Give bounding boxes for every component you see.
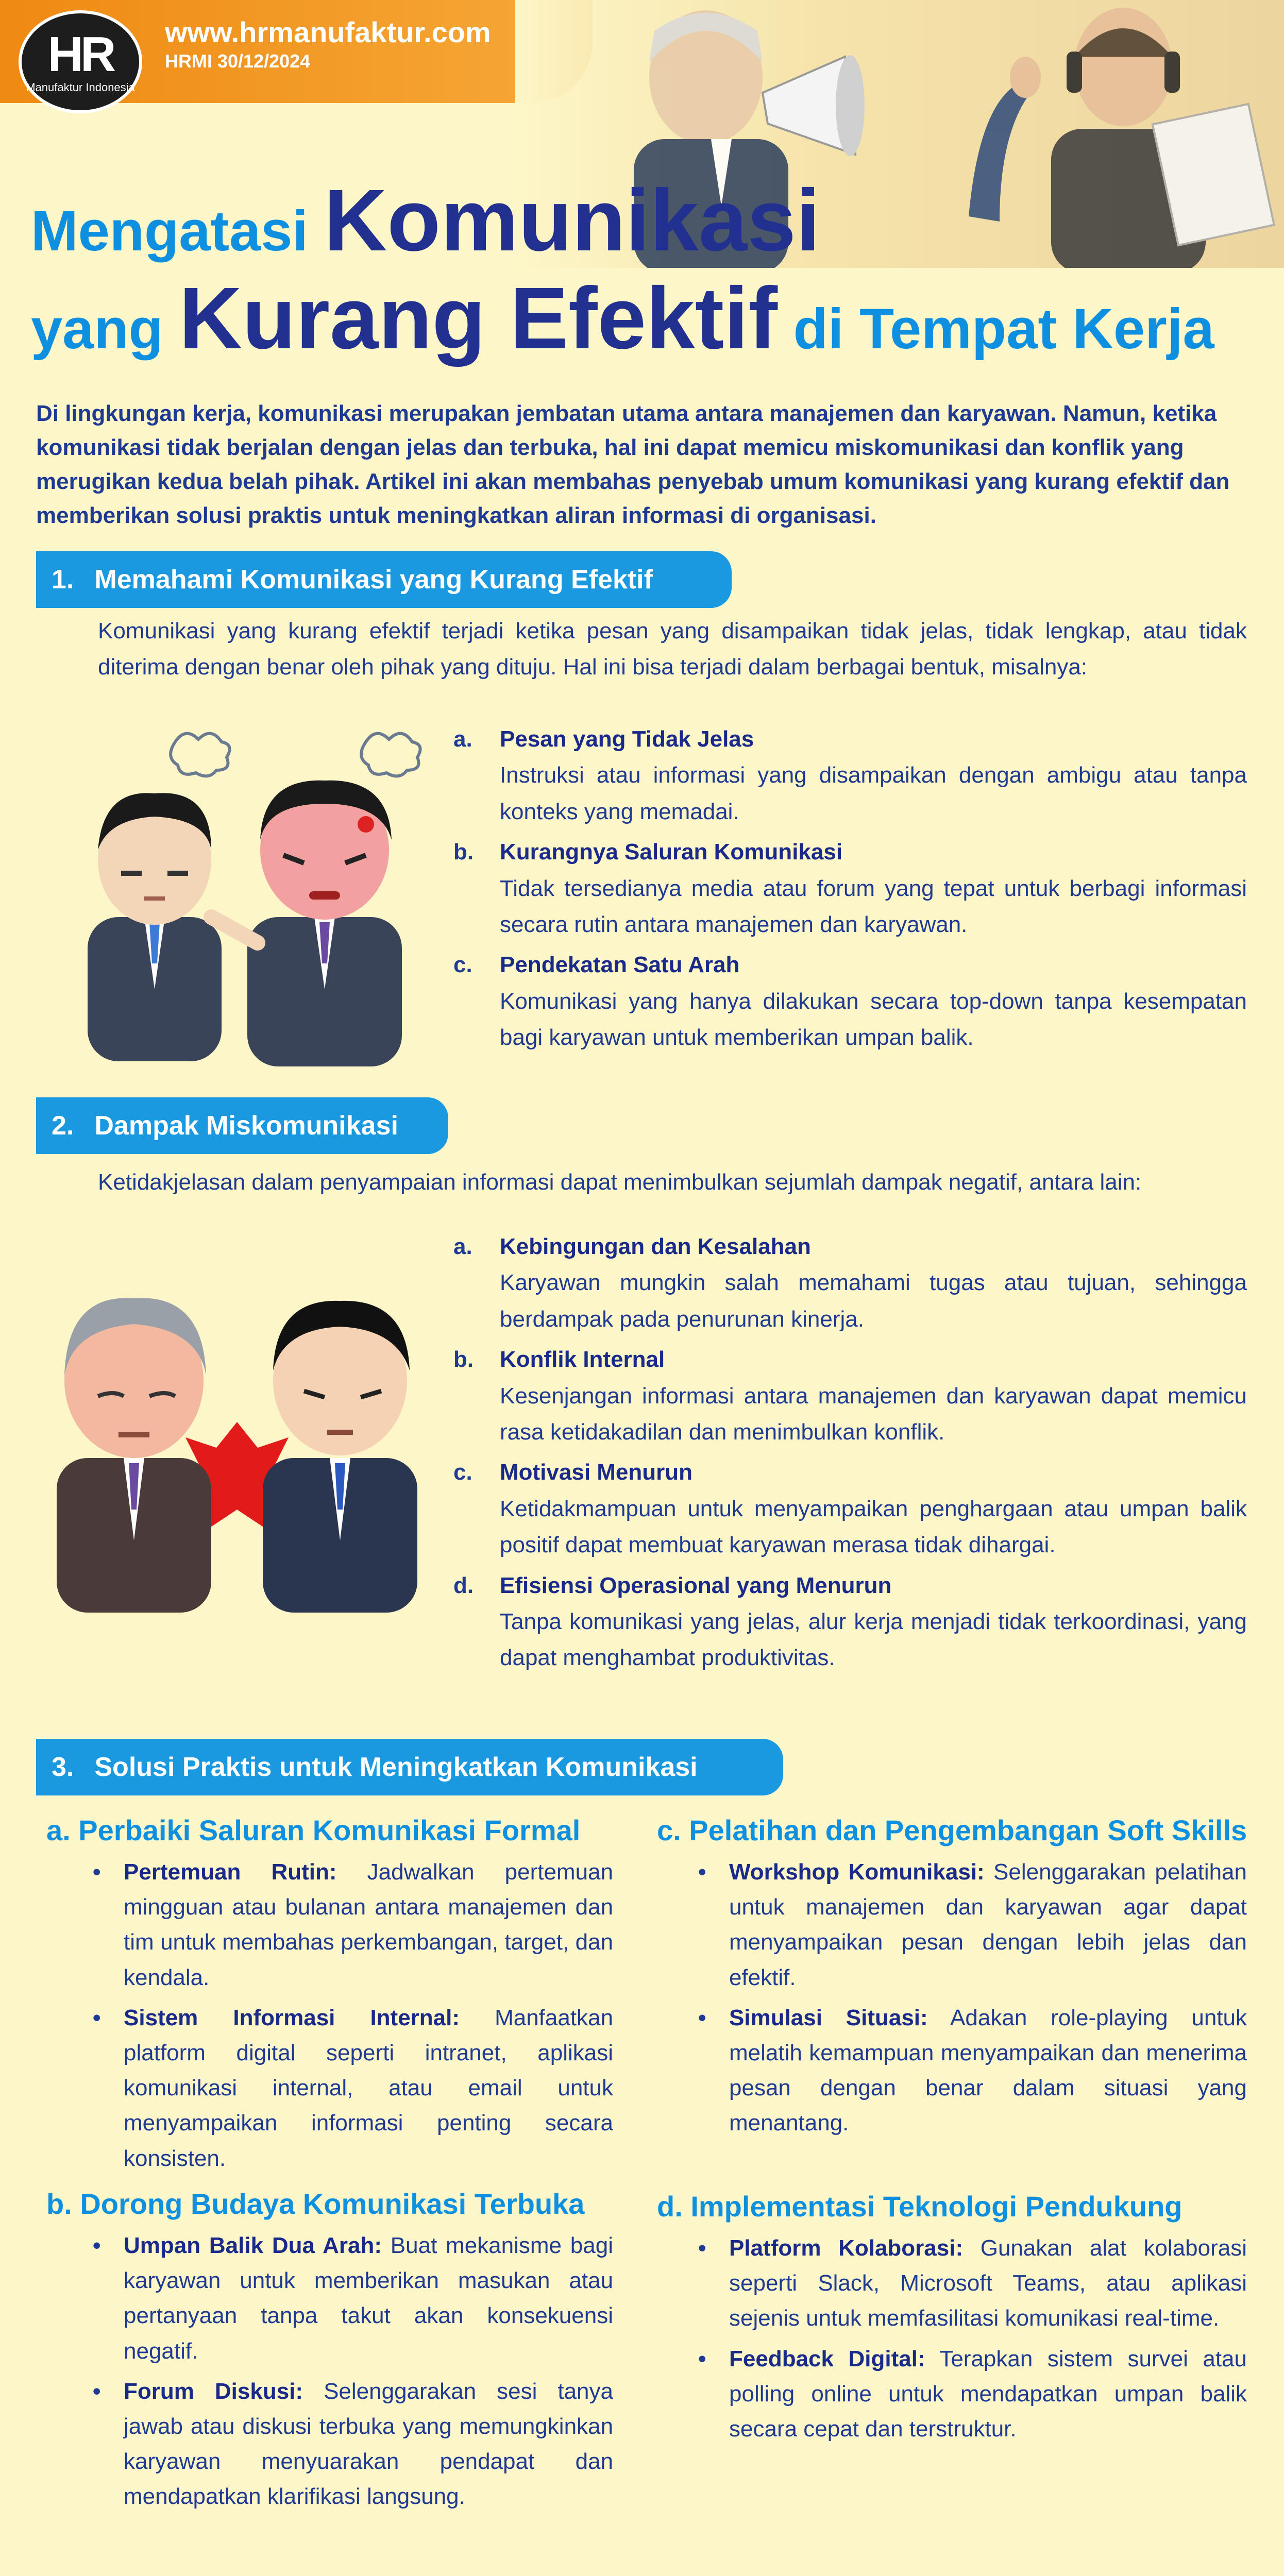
list-item-title: Konflik Internal [500, 1347, 665, 1372]
bullet-title: Forum Diskusi: [124, 2378, 303, 2404]
bullet-item [698, 2342, 1247, 2447]
bullet-text: Terapkan sistem survei atau polling online untuk mendapatkan umpan balik secara cepat dan terstruktur. [729, 2346, 1247, 2442]
section-2-list [453, 1229, 1247, 1681]
bullet-item [698, 2231, 1247, 2336]
section-3-number: 3. [52, 1752, 74, 1782]
section-3-title: Solusi Praktis untuk Meningkatkan Komunikasi [94, 1752, 698, 1782]
bullet-item [93, 1855, 613, 1995]
logo-subtitle: Manufaktur Indonesia [26, 80, 135, 94]
list-item-description: Komunikasi yang hanya dilakukan secara top-down tanpa kesempatan bagi karyawan untuk memberikan umpan balik. [500, 988, 1247, 1050]
bullet-title: Simulasi Situasi: [729, 2005, 928, 2030]
list-item [453, 1342, 1247, 1450]
section-1-title: Memahami Komunikasi yang Kurang Efektif [94, 565, 653, 595]
list-item [453, 834, 1247, 943]
logo-mark: HR [47, 26, 113, 82]
subsection-3c-heading: c. Pelatihan dan Pengembangan Soft Skills [657, 1814, 1247, 1846]
section-3-header [36, 1739, 783, 1795]
list-item [453, 1568, 1247, 1676]
bullet-text: Selenggarakan sesi tanya jawab atau diskusi terbuka yang memungkinkan karyawan menyuarakan pendapat dan mendapatkan klarifikasi langsung. [124, 2378, 613, 2510]
bullet-icon: • [698, 2235, 706, 2261]
title-kurang-efektif: Kurang Efektif [179, 269, 778, 367]
section-2-title: Dampak Miskomunikasi [94, 1111, 398, 1141]
publish-date: HRMI 30/12/2024 [165, 50, 311, 72]
site-url[interactable]: www.hrmanufaktur.com [165, 16, 491, 48]
list-item-title: Kurangnya Saluran Komunikasi [500, 839, 843, 865]
list-letter: b. [453, 839, 474, 865]
bullet-title: Platform Kolaborasi: [729, 2235, 964, 2261]
bullet-icon: • [93, 2005, 101, 2030]
subsection-3b-heading: b. Dorong Budaya Komunikasi Terbuka [46, 2188, 585, 2220]
section-2-header [36, 1097, 448, 1154]
list-item-description: Tanpa komunikasi yang jelas, alur kerja menjadi tidak terkoordinasi, yang dapat menghambat produktivitas. [500, 1608, 1247, 1671]
list-letter: d. [453, 1572, 474, 1598]
list-item-title: Motivasi Menurun [500, 1460, 693, 1485]
bullet-text: Jadwalkan pertemuan mingguan atau bulanan antara manajemen dan tim untuk membahas perkembangan, target, dan kendala. [124, 1859, 613, 1990]
section-2-paragraph: Ketidakjelasan dalam penyampaian informasi dapat menimbulkan sejumlah dampak negatif, antara lain: [98, 1170, 1142, 1195]
bullet-text: Selenggarakan pelatihan untuk manajemen dan karyawan agar dapat menyampaikan pesan dengan lebih jelas dan efektif. [729, 1859, 1247, 1990]
megaphone-icon [763, 55, 865, 156]
list-item-title: Pesan yang Tidak Jelas [500, 726, 754, 752]
list-item [453, 721, 1247, 830]
list-letter: c. [453, 952, 472, 978]
bullet-icon: • [698, 2005, 706, 2030]
bullet-item [93, 2001, 613, 2176]
bullet-text: Manfaatkan platform digital seperti intranet, aplikasi komunikasi internal, atau email untuk menyampaikan informasi penting secara konsisten. [124, 2005, 613, 2171]
bullet-text: Adakan role-playing untuk melatih kemampuan menyampaikan dan menerima pesan dengan benar dalam situasi yang menantang. [729, 2005, 1247, 2136]
subsection-3a-list [93, 1855, 613, 2181]
title-komunikasi: Komunikasi [324, 172, 821, 269]
title-mengatasi: Mengatasi [31, 199, 308, 263]
list-item [453, 947, 1247, 1056]
bullet-icon: • [698, 1859, 706, 1885]
section-1-header [36, 551, 732, 608]
bullet-icon: • [93, 2378, 101, 2404]
subsection-3c-list [698, 1855, 1247, 2146]
list-letter: a. [453, 1234, 472, 1259]
list-item-description: Instruksi atau informasi yang disampaikan dengan ambigu atau tanpa konteks yang memadai. [500, 762, 1247, 824]
list-item-description: Karyawan mungkin salah memahami tugas atau tujuan, sehingga berdampak pada penurunan kinerja. [500, 1270, 1247, 1332]
title-tempat-kerja: di Tempat Kerja [793, 297, 1214, 361]
arguing-coworkers-illustration [77, 721, 428, 1072]
list-item-title: Pendekatan Satu Arah [500, 952, 740, 978]
subsection-3d-list [698, 2231, 1247, 2452]
headphone-man-illustration [969, 8, 1274, 268]
bullet-item [93, 2228, 613, 2369]
list-letter: b. [453, 1347, 474, 1372]
subsection-3a-heading: a. Perbaiki Saluran Komunikasi Formal [46, 1814, 581, 1846]
bullet-text: Buat mekanisme bagi karyawan untuk memberikan masukan atau pertanyaan tanpa takut akan konsekuensi negatif. [124, 2233, 613, 2364]
bullet-icon: • [93, 2233, 101, 2258]
intro-paragraph: Di lingkungan kerja, komunikasi merupakan jembatan utama antara manajemen dan karyawan. Namun, ketika komunikasi tidak berjalan dengan jelas dan terbuka, hal ini dapat memicu miskomunikasi dan konflik yang merugikan kedua belah pihak. Artikel ini akan membahas penyebab umum komunikasi yang kurang efektif dan memberikan solusi praktis untuk meningkatkan aliran informasi di organisasi. [36, 401, 1230, 528]
list-item-title: Kebingungan dan Kesalahan [500, 1234, 811, 1259]
list-item-title: Efisiensi Operasional yang Menurun [500, 1572, 892, 1598]
list-letter: c. [453, 1460, 472, 1485]
bullet-item [698, 2001, 1247, 2141]
list-item [453, 1229, 1247, 1337]
bullet-title: Pertemuan Rutin: [124, 1859, 337, 1885]
title-yang: yang [31, 297, 163, 361]
bullet-title: Workshop Komunikasi: [729, 1859, 985, 1885]
bullet-title: Feedback Digital: [729, 2346, 925, 2371]
bullet-text: Gunakan alat kolaborasi seperti Slack, Microsoft Teams, atau aplikasi sejenis untuk memfasilitasi komunikasi real-time. [729, 2235, 1247, 2331]
logo[interactable] [19, 10, 142, 113]
section-1-list [453, 721, 1247, 1060]
section-2-number: 2. [52, 1111, 74, 1141]
list-item-description: Tidak tersedianya media atau forum yang tepat untuk berbagi informasi secara rutin antara manajemen dan karyawan. [500, 875, 1247, 937]
list-item-description: Ketidakmampuan untuk menyampaikan penghargaan atau umpan balik positif dapat membuat karyawan merasa tidak dihargai. [500, 1496, 1247, 1558]
page-title-line-2 [31, 268, 1214, 369]
list-letter: a. [453, 726, 472, 752]
bullet-icon: • [93, 1859, 101, 1885]
bullet-icon: • [698, 2346, 706, 2371]
list-item [453, 1454, 1247, 1563]
subsection-3d-heading: d. Implementasi Teknologi Pendukung [657, 2190, 1182, 2223]
bullet-title: Sistem Informasi Internal: [124, 2005, 460, 2030]
bullet-title: Umpan Balik Dua Arah: [124, 2233, 382, 2258]
page-title-line-1 [31, 170, 820, 271]
section-1-number: 1. [52, 565, 74, 595]
section-1-paragraph: Komunikasi yang kurang efektif terjadi ketika pesan yang disampaikan tidak jelas, tidak lengkap, atau tidak diterima dengan benar oleh pihak yang dituju. Hal ini bisa terjadi dalam berbagai bentuk, misalnya: [98, 618, 1247, 680]
list-item-description: Kesenjangan informasi antara manajemen dan karyawan dapat memicu rasa ketidakadilan dan menimbulkan konflik. [500, 1383, 1247, 1445]
bullet-item [93, 2374, 613, 2515]
conflict-coworkers-illustration [52, 1252, 423, 1623]
subsection-3b-list [93, 2228, 613, 2520]
bullet-item [698, 1855, 1247, 1995]
